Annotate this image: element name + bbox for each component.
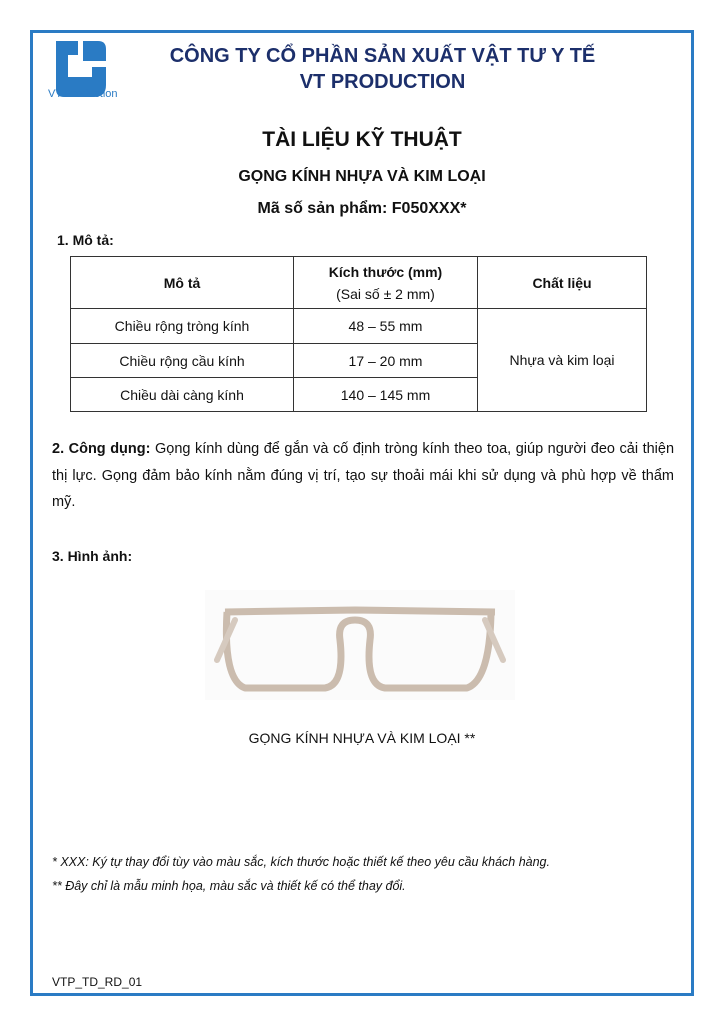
row-value: 48 – 55 mm: [294, 309, 478, 344]
company-name-en: VT PRODUCTION: [299, 71, 466, 93]
image-caption: GỌNG KÍNH NHỰA VÀ KIM LOẠI **: [248, 730, 476, 746]
header-tolerance: (Sai số ± 2 mm): [336, 285, 435, 302]
doc-code: VTP_TD_RD_01: [52, 975, 143, 989]
doc-subtitle: GỌNG KÍNH NHỰA VÀ KIM LOẠI: [238, 168, 486, 185]
material-cell: Nhựa và kim loại: [478, 309, 647, 412]
glasses-image: [205, 590, 515, 700]
spec-table: [70, 256, 647, 412]
note-1: * XXX: Ký tự thay đổi tùy vào màu sắc, kích thước hoặc thiết kế theo yêu cầu khách hàng.: [52, 855, 550, 869]
section3-heading: 3. Hình ảnh:: [52, 548, 133, 564]
note-2: ** Đây chỉ là mẫu minh họa, màu sắc và thiết kế có thể thay đổi.: [52, 879, 406, 893]
section1-heading: 1. Mô tả:: [57, 232, 114, 248]
section2-heading: 2. Công dụng:: [52, 441, 151, 457]
row-value: 17 – 20 mm: [294, 344, 478, 378]
row-label: Chiều dài càng kính: [71, 378, 294, 412]
header-material: Chất liệu: [478, 257, 647, 309]
row-value: 140 – 145 mm: [294, 378, 478, 412]
header-desc: Mô tả: [71, 257, 294, 309]
company-name: CÔNG TY CỔ PHẦN SẢN XUẤT VẬT TƯ Y TẾ: [169, 45, 596, 67]
section2-text: Gọng kính dùng để gắn và cố định tròng kính theo toa, giúp người đeo cải thiện thị lực. Gọng đảm bảo kính nằm đúng vị trí, tạo sự thoải mái khi sử dụng và phù hợp về thẩm mỹ.: [52, 441, 675, 510]
logo-text: VT Production: [48, 88, 118, 100]
section2-paragraph: [52, 436, 674, 516]
row-label: Chiều rộng cầu kính: [71, 344, 294, 378]
header-size: Kích thước (mm): [328, 263, 443, 280]
row-label: Chiều rộng tròng kính: [71, 309, 294, 344]
product-code: Mã số sản phẩm: F050XXX*: [257, 200, 467, 217]
doc-title: TÀI LIỆU KỸ THUẬT: [262, 128, 462, 151]
